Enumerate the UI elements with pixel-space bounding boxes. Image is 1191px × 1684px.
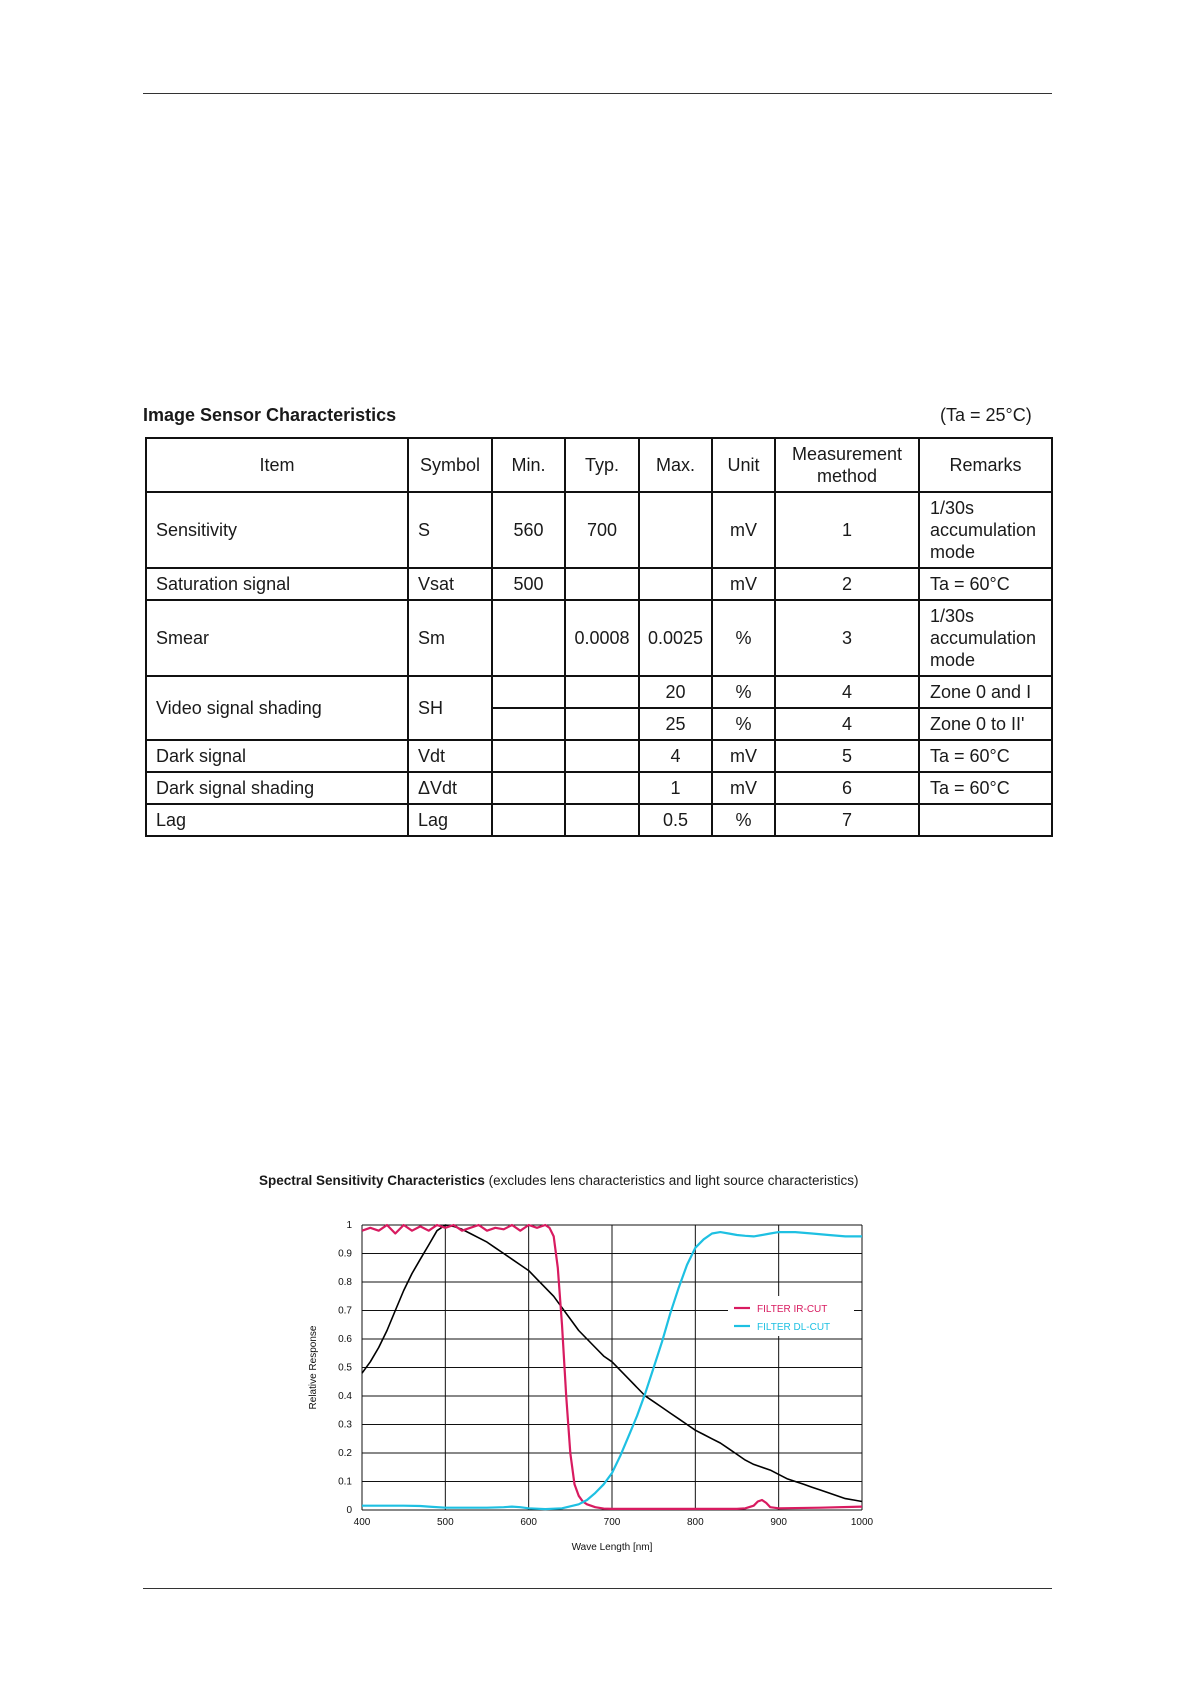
chart-title-bold: Spectral Sensitivity Characteristics (259, 1173, 485, 1188)
x-axis-label: Wave Length [nm] (571, 1542, 653, 1553)
cell-symbol: Vsat (408, 568, 492, 600)
y-tick-label: 0.6 (338, 1334, 352, 1345)
table-title: Image Sensor Characteristics (143, 405, 397, 425)
cell-item: Dark signal shading (146, 772, 408, 804)
cell-symbol: ΔVdt (408, 772, 492, 804)
cell-unit: mV (712, 740, 775, 772)
x-tick-label: 800 (686, 1517, 704, 1528)
y-tick-label: 0 (346, 1505, 352, 1516)
cell-max: 0.0025 (639, 600, 712, 676)
col-header-method: Measurement method (775, 438, 919, 492)
cell-typ: 0.0008 (565, 600, 639, 676)
cell-max: 0.5 (639, 804, 712, 836)
cell-method: 4 (775, 708, 919, 740)
cell-item: Video signal shading (146, 676, 408, 740)
y-tick-label: 0.4 (338, 1391, 352, 1402)
cell-method: 2 (775, 568, 919, 600)
cell-unit: % (712, 676, 775, 708)
y-tick-label: 0.5 (338, 1362, 352, 1374)
cell-symbol: SH (408, 676, 492, 740)
chart-title-note: (excludes lens characteristics and light source characteristics) (488, 1173, 859, 1188)
cell-remarks: Zone 0 and I (919, 676, 1052, 708)
cell-symbol: S (408, 492, 492, 568)
x-tick-label: 900 (770, 1517, 788, 1528)
y-tick-label: 0.9 (338, 1248, 352, 1260)
cell-unit: mV (712, 772, 775, 804)
cell-unit: % (712, 708, 775, 740)
x-tick-label: 500 (436, 1517, 454, 1528)
cell-unit: mV (712, 568, 775, 600)
cell-unit: mV (712, 492, 775, 568)
cell-item: Lag (146, 804, 408, 836)
cell-item: Smear (146, 600, 408, 676)
cell-remarks: Ta = 60°C (919, 568, 1052, 600)
y-axis-label: Relative Response (308, 1325, 319, 1410)
cell-remarks: 1/30s accumulation mode (919, 492, 1052, 568)
cell-remarks: 1/30s accumulation mode (919, 600, 1052, 676)
cell-unit: % (712, 804, 775, 836)
legend-label: FILTER IR-CUT (757, 1304, 828, 1315)
x-tick-label: 400 (353, 1517, 371, 1528)
col-header-max: Max. (639, 438, 712, 492)
cell-item: Sensitivity (146, 492, 408, 568)
y-tick-label: 0.8 (338, 1277, 352, 1288)
cell-max: 4 (639, 740, 712, 772)
cell-remarks: Zone 0 to II' (919, 708, 1052, 740)
col-header-unit: Unit (712, 438, 775, 492)
y-tick-label: 0.7 (338, 1305, 352, 1317)
cell-method: 5 (775, 740, 919, 772)
legend-label: FILTER DL-CUT (757, 1322, 831, 1333)
col-header-remarks: Remarks (919, 438, 1052, 492)
cell-max: 25 (639, 708, 712, 740)
col-header-typ: Typ. (565, 438, 639, 492)
x-tick-label: 700 (603, 1517, 621, 1528)
cell-max: 1 (639, 772, 712, 804)
cell-symbol: Sm (408, 600, 492, 676)
cell-remarks: Ta = 60°C (919, 772, 1052, 804)
x-tick-label: 1000 (850, 1517, 874, 1528)
x-tick-label: 600 (520, 1517, 538, 1528)
cell-min: 560 (492, 492, 565, 568)
cell-item: Dark signal (146, 740, 408, 772)
cell-method: 1 (775, 492, 919, 568)
cell-symbol: Vdt (408, 740, 492, 772)
cell-symbol: Lag (408, 804, 492, 836)
y-tick-label: 1 (346, 1220, 352, 1231)
cell-min: 500 (492, 568, 565, 600)
cell-method: 6 (775, 772, 919, 804)
cell-method: 4 (775, 676, 919, 708)
cell-unit: % (712, 600, 775, 676)
cell-method: 3 (775, 600, 919, 676)
col-header-item: Item (146, 438, 408, 492)
cell-max: 20 (639, 676, 712, 708)
y-tick-label: 0.1 (338, 1476, 352, 1488)
col-header-min: Min. (492, 438, 565, 492)
table-condition: (Ta = 25°C) (940, 405, 1032, 425)
cell-method: 7 (775, 804, 919, 836)
col-header-symbol: Symbol (408, 438, 492, 492)
y-tick-label: 0.3 (338, 1419, 352, 1431)
y-tick-label: 0.2 (338, 1448, 352, 1459)
footer-rule (143, 1588, 1052, 1589)
cell-item: Saturation signal (146, 568, 408, 600)
cell-remarks: Ta = 60°C (919, 740, 1052, 772)
cell-typ: 700 (565, 492, 639, 568)
